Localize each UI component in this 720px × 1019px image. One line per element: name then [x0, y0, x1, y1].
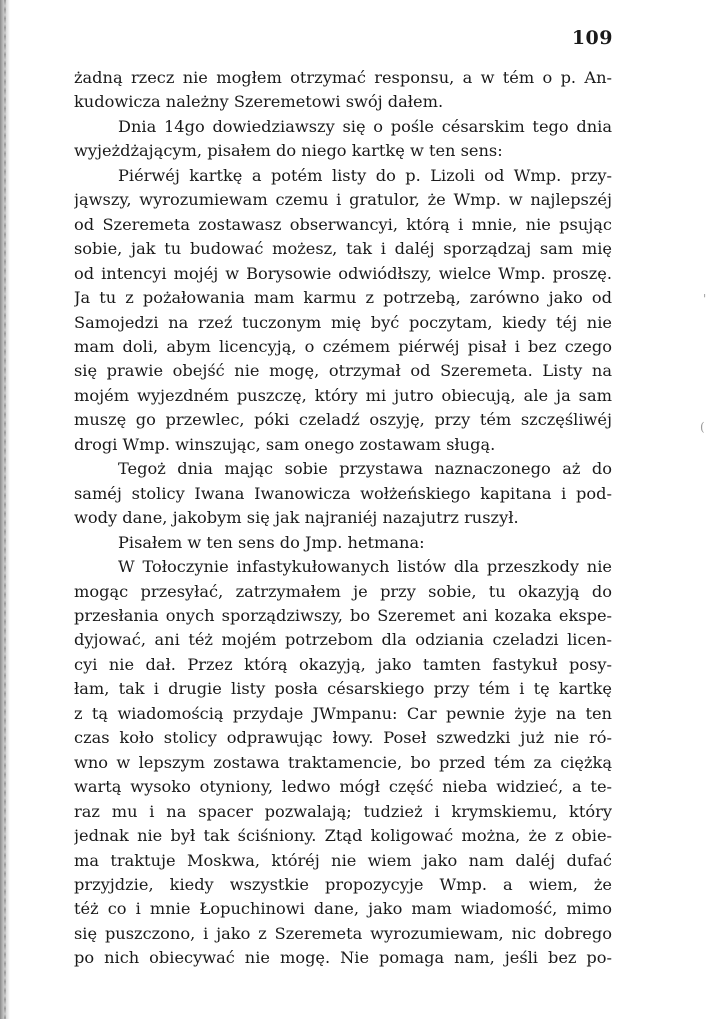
text-line: po nich obiecywać nie mogę. Nie pomaga nam, jeśli bez po-	[74, 948, 612, 968]
text-line: od intencyi mojéj w Borysowie odwiódłszy, wielce Wmp. proszę.	[74, 263, 612, 283]
text-line: się prawie obejść nie mogę, otrzymał od Szeremeta. Listy na	[74, 361, 612, 381]
text-line: od Szeremeta zostawasz obserwancyi, którą i mnie, nie psując	[74, 214, 612, 234]
text-line: W Tołoczynie infastykułowanych listów dla przeszkody nie	[118, 557, 612, 577]
text-line: mogąc przesyłać, zatrzymałem je przy sobie, tu okazyją do	[74, 581, 612, 601]
text-line: ma traktuje Moskwa, któréj nie wiem jako nam daléj dufać	[74, 850, 612, 870]
text-line: cyi nie dał. Przez którą okazyją, jako tamten fastykuł posy-	[74, 654, 612, 674]
text-line: Piérwéj kartkę a potém listy do p. Lizoli od Wmp. przy-	[118, 165, 612, 185]
text-line: Ja tu z pożałowania mam karmu z potrzebą, zarówno jako od	[74, 288, 612, 308]
text-line: raz mu i na spacer pozwalają; tudzież i krymskiemu, który	[74, 801, 612, 821]
text-line: Dnia 14go dowiedziawszy się o pośle césarskim tego dnia	[118, 116, 612, 136]
text-line: wartą wysoko otyniony, ledwo mógł część nieba widzieć, a te-	[74, 777, 612, 797]
text-line: się puszczono, i jako z Szeremeta wyrozumiewam, nic dobrego	[74, 923, 612, 943]
text-line: wyjeżdżającym, pisałem do niego kartkę w ten sens:	[74, 141, 503, 161]
text-line: łam, tak i drugie listy posła césarskiego przy tém i tę kartkę	[74, 679, 612, 699]
scan-left-edge	[0, 0, 10, 1019]
text-line: wody dane, jakobym się jak najraniéj nazajutrz ruszył.	[74, 508, 519, 528]
page-number: 109	[571, 27, 613, 49]
text-line: drogi Wmp. winszując, sam onego zostawam sługą.	[74, 434, 496, 454]
text-line: Pisałem w ten sens do Jmp. hetmana:	[118, 532, 425, 552]
page-body-text	[74, 66, 612, 971]
text-line: jednak nie był tak ściśniony. Ztąd koligować można, że z obie-	[74, 826, 612, 846]
text-line: przyjdzie, kiedy wszystkie propozycyje Wmp. a wiem, że	[74, 874, 612, 894]
text-line: wno w lepszym zostawa traktamencie, bo przed tém za ciężką	[74, 752, 612, 772]
text-line: Samojedzi na rzeź tuczonym mię być poczytam, kiedy téj nie	[74, 312, 612, 332]
text-line: dyjować, ani téż mojém potrzebom dla odziania czeladzi licen-	[74, 630, 612, 650]
text-line: żadną rzecz nie mogłem otrzymać responsu, a w tém o p. An-	[74, 68, 612, 87]
text-line: saméj stolicy Iwana Iwanowicza wołżeńskiego kapitana i pod-	[74, 483, 612, 503]
scan-edge-shadow	[4, 0, 6, 1019]
text-line: kudowicza należny Szeremetowi swój dałem.	[74, 92, 444, 112]
text-line: mam doli, abym licencyją, o czémem piérwéj pisał i bez czego	[74, 336, 612, 356]
text-line: sobie, jak tu budować możesz, tak i daléj sporządzaj sam mię	[74, 239, 612, 259]
text-line: mojém wyjezdném puszczę, który mi jutro obiecują, ale ja sam	[74, 385, 612, 405]
text-line: z tą wiadomością przydaje JWmpanu: Car pewnie żyje na ten	[74, 703, 612, 723]
text-line: jąwszy, wyrozumiewam czemu i gratulor, że Wmp. w najlepszéj	[74, 190, 612, 210]
text-line: muszę go przewlec, póki czeladź oszyję, przy tém szczęśliwéj	[74, 410, 612, 430]
text-line: przesłania onych sporządziwszy, bo Szeremet ani kozaka ekspe-	[74, 605, 612, 625]
text-line: czas koło stolicy odprawując łowy. Poseł szwedzki już nie ró-	[74, 728, 612, 748]
text-line: téż co i mnie Łopuchinowi dane, jako mam wiadomość, mimo	[74, 899, 612, 919]
scan-speck: '	[703, 292, 707, 306]
scan-speck: (	[700, 420, 705, 434]
text-line: Tegoż dnia mając sobie przystawa naznaczonego aż do	[118, 459, 612, 479]
